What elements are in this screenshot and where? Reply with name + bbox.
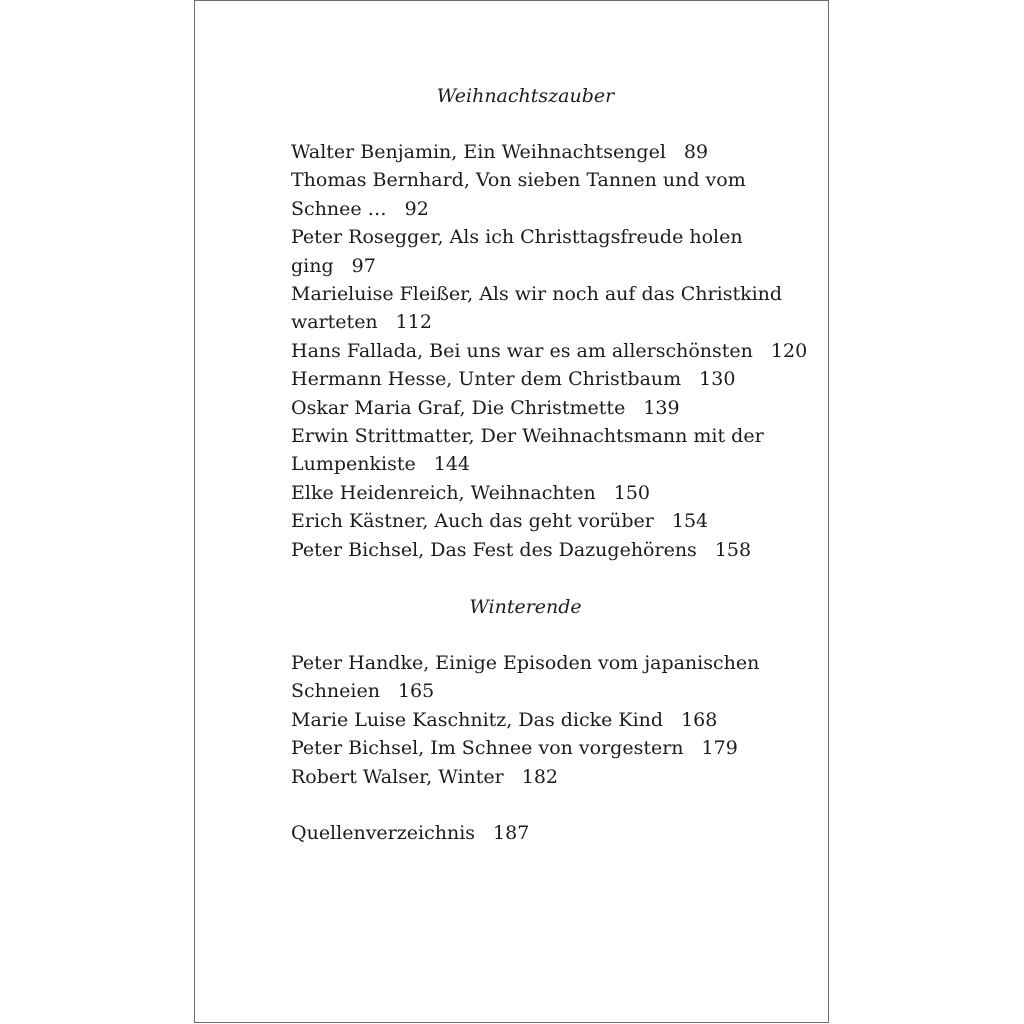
book-page <box>194 0 829 1023</box>
entry-page-number: 112 <box>395 311 432 334</box>
entry-page-number: 92 <box>404 197 429 220</box>
entry-title: Oskar Maria Graf, Die Christmette <box>291 396 626 419</box>
entry-title: Walter Benjamin, Ein Weihnachtsengel <box>291 141 666 163</box>
entry-page-number: 120 <box>770 339 808 362</box>
toc-entry <box>291 280 791 337</box>
entry-title: Hermann Hesse, Unter dem Christbaum <box>291 368 682 391</box>
entry-title: Peter Rosegger, Als ich Christtagsfreude holen <box>291 226 743 249</box>
entry-page-number: 139 <box>643 396 680 419</box>
toc-entry <box>291 763 791 791</box>
entry-title: Peter Handke, Einige Episoden vom japanischen <box>291 652 760 674</box>
toc-entry <box>291 479 791 507</box>
toc-entry <box>291 166 791 223</box>
toc-entry <box>291 706 791 734</box>
toc-entry <box>291 365 791 393</box>
entry-page-number: 158 <box>714 538 752 561</box>
toc-appendix <box>291 819 791 847</box>
entry-title: Quellenverzeichnis <box>291 822 476 844</box>
toc-entry <box>291 734 791 762</box>
entry-page-number: 182 <box>521 765 558 788</box>
entry-title: Hans Fallada, Bei uns war es am allerschönsten <box>291 339 753 362</box>
entry-page-number: 154 <box>671 510 709 533</box>
toc-entry <box>291 138 791 166</box>
toc-list-weihnachtszauber <box>291 138 808 564</box>
entry-page-number: 144 <box>433 453 470 476</box>
entry-page-number: 165 <box>397 680 435 703</box>
entry-title: Peter Bichsel, Im Schnee von vorgestern <box>291 737 684 760</box>
entry-page-number: 187 <box>493 822 530 844</box>
entry-title: Erwin Strittmatter, Der Weihnachtsmann mit der <box>291 425 764 448</box>
entry-page-number: 168 <box>681 708 718 731</box>
entry-title: Peter Bichsel, Das Fest des Dazugehörens <box>291 538 697 561</box>
section-heading-winterende: Winterende <box>469 596 582 618</box>
entry-title: Thomas Bernhard, Von sieben Tannen und vom <box>291 169 746 192</box>
entry-title: Robert Walser, Winter <box>291 765 504 788</box>
entry-title: Erich Kästner, Auch das geht vorüber <box>291 510 654 533</box>
section-heading-weihnachtszauber: Weihnachtszauber <box>436 85 615 107</box>
entry-title: Elke Heidenreich, Weihnachten <box>291 481 596 504</box>
entry-title-continuation: Schnee … <box>291 197 387 220</box>
toc-entry <box>291 536 791 564</box>
toc-entry <box>291 649 791 706</box>
toc-entry <box>291 507 791 535</box>
entry-title-continuation: Schneien <box>291 680 380 703</box>
entry-title-continuation: Lumpenkiste <box>291 453 416 476</box>
toc-entry <box>291 422 791 479</box>
entry-page-number: 130 <box>699 368 736 391</box>
entry-page-number: 97 <box>351 254 376 277</box>
entry-title: Marie Luise Kaschnitz, Das dicke Kind <box>291 708 664 731</box>
toc-list-winterende <box>291 649 791 791</box>
toc-entry <box>291 337 808 365</box>
toc-entry <box>291 394 791 422</box>
entry-title-continuation: ging <box>291 254 334 277</box>
toc-entry-quellenverzeichnis <box>291 819 791 847</box>
entry-page-number: 179 <box>701 737 738 760</box>
entry-title: Marieluise Fleißer, Als wir noch auf das Christkind <box>291 283 783 306</box>
entry-page-number: 150 <box>613 481 650 504</box>
entry-title-continuation: warteten <box>291 311 378 334</box>
entry-page-number: 89 <box>683 141 709 163</box>
toc-entry <box>291 223 791 280</box>
